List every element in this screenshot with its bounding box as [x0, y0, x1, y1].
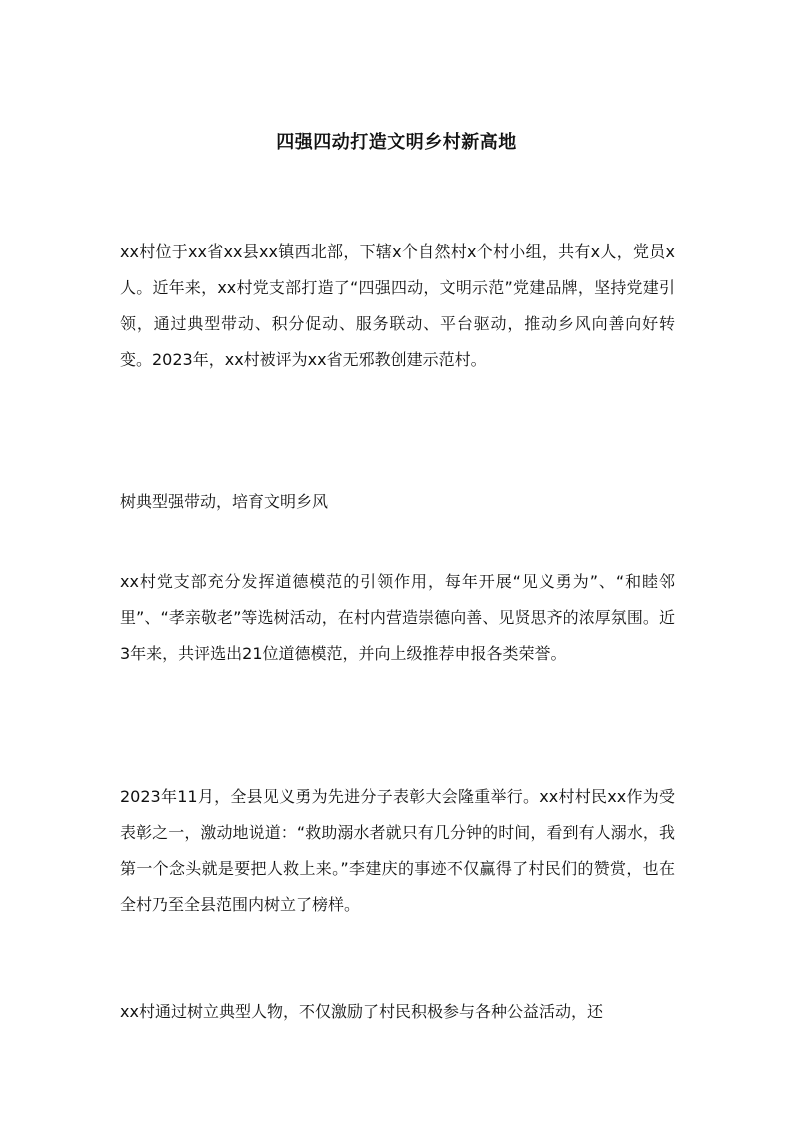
- paragraph-continuation: xx村通过树立典型人物，不仅激励了村民积极参与各种公益活动，还: [120, 1002, 603, 1021]
- document-title: 四强四动打造文明乡村新高地: [276, 132, 517, 153]
- paragraph-moral-models: xx村党支部充分发挥道德模范的引领作用，每年开展“见义勇为”、“和睦邻里”、“孝亲敬老”等选树活动，在村内营造崇德向善、见贤思齐的浓厚氛围。近3年来，共评选出21位道德模范，并向上级推荐申报各类荣誉。: [120, 572, 675, 663]
- section-heading: 树典型强带动，培育文明乡风: [120, 492, 329, 511]
- paragraph-award-ceremony: 2023年11月，全县见义勇为先进分子表彰大会隆重举行。xx村村民xx作为受表彰之一，激动地说道：“救助溺水者就只有几分钟的时间，看到有人溺水，我第一个念头就是要把人救上来。”李建庆的事迹不仅赢得了村民们的赞赏，也在全村乃至全县范围内树立了榜样。: [120, 787, 675, 914]
- paragraph-intro: xx村位于xx省xx县xx镇西北部，下辖x个自然村x个村小组，共有x人，党员x人。近年来，xx村党支部打造了“四强四动，文明示范”党建品牌，坚持党建引领，通过典型带动、积分促动、服务联动、平台驱动，推动乡风向善向好转变。2023年，xx村被评为xx省无邪教创建示范村。: [120, 242, 675, 369]
